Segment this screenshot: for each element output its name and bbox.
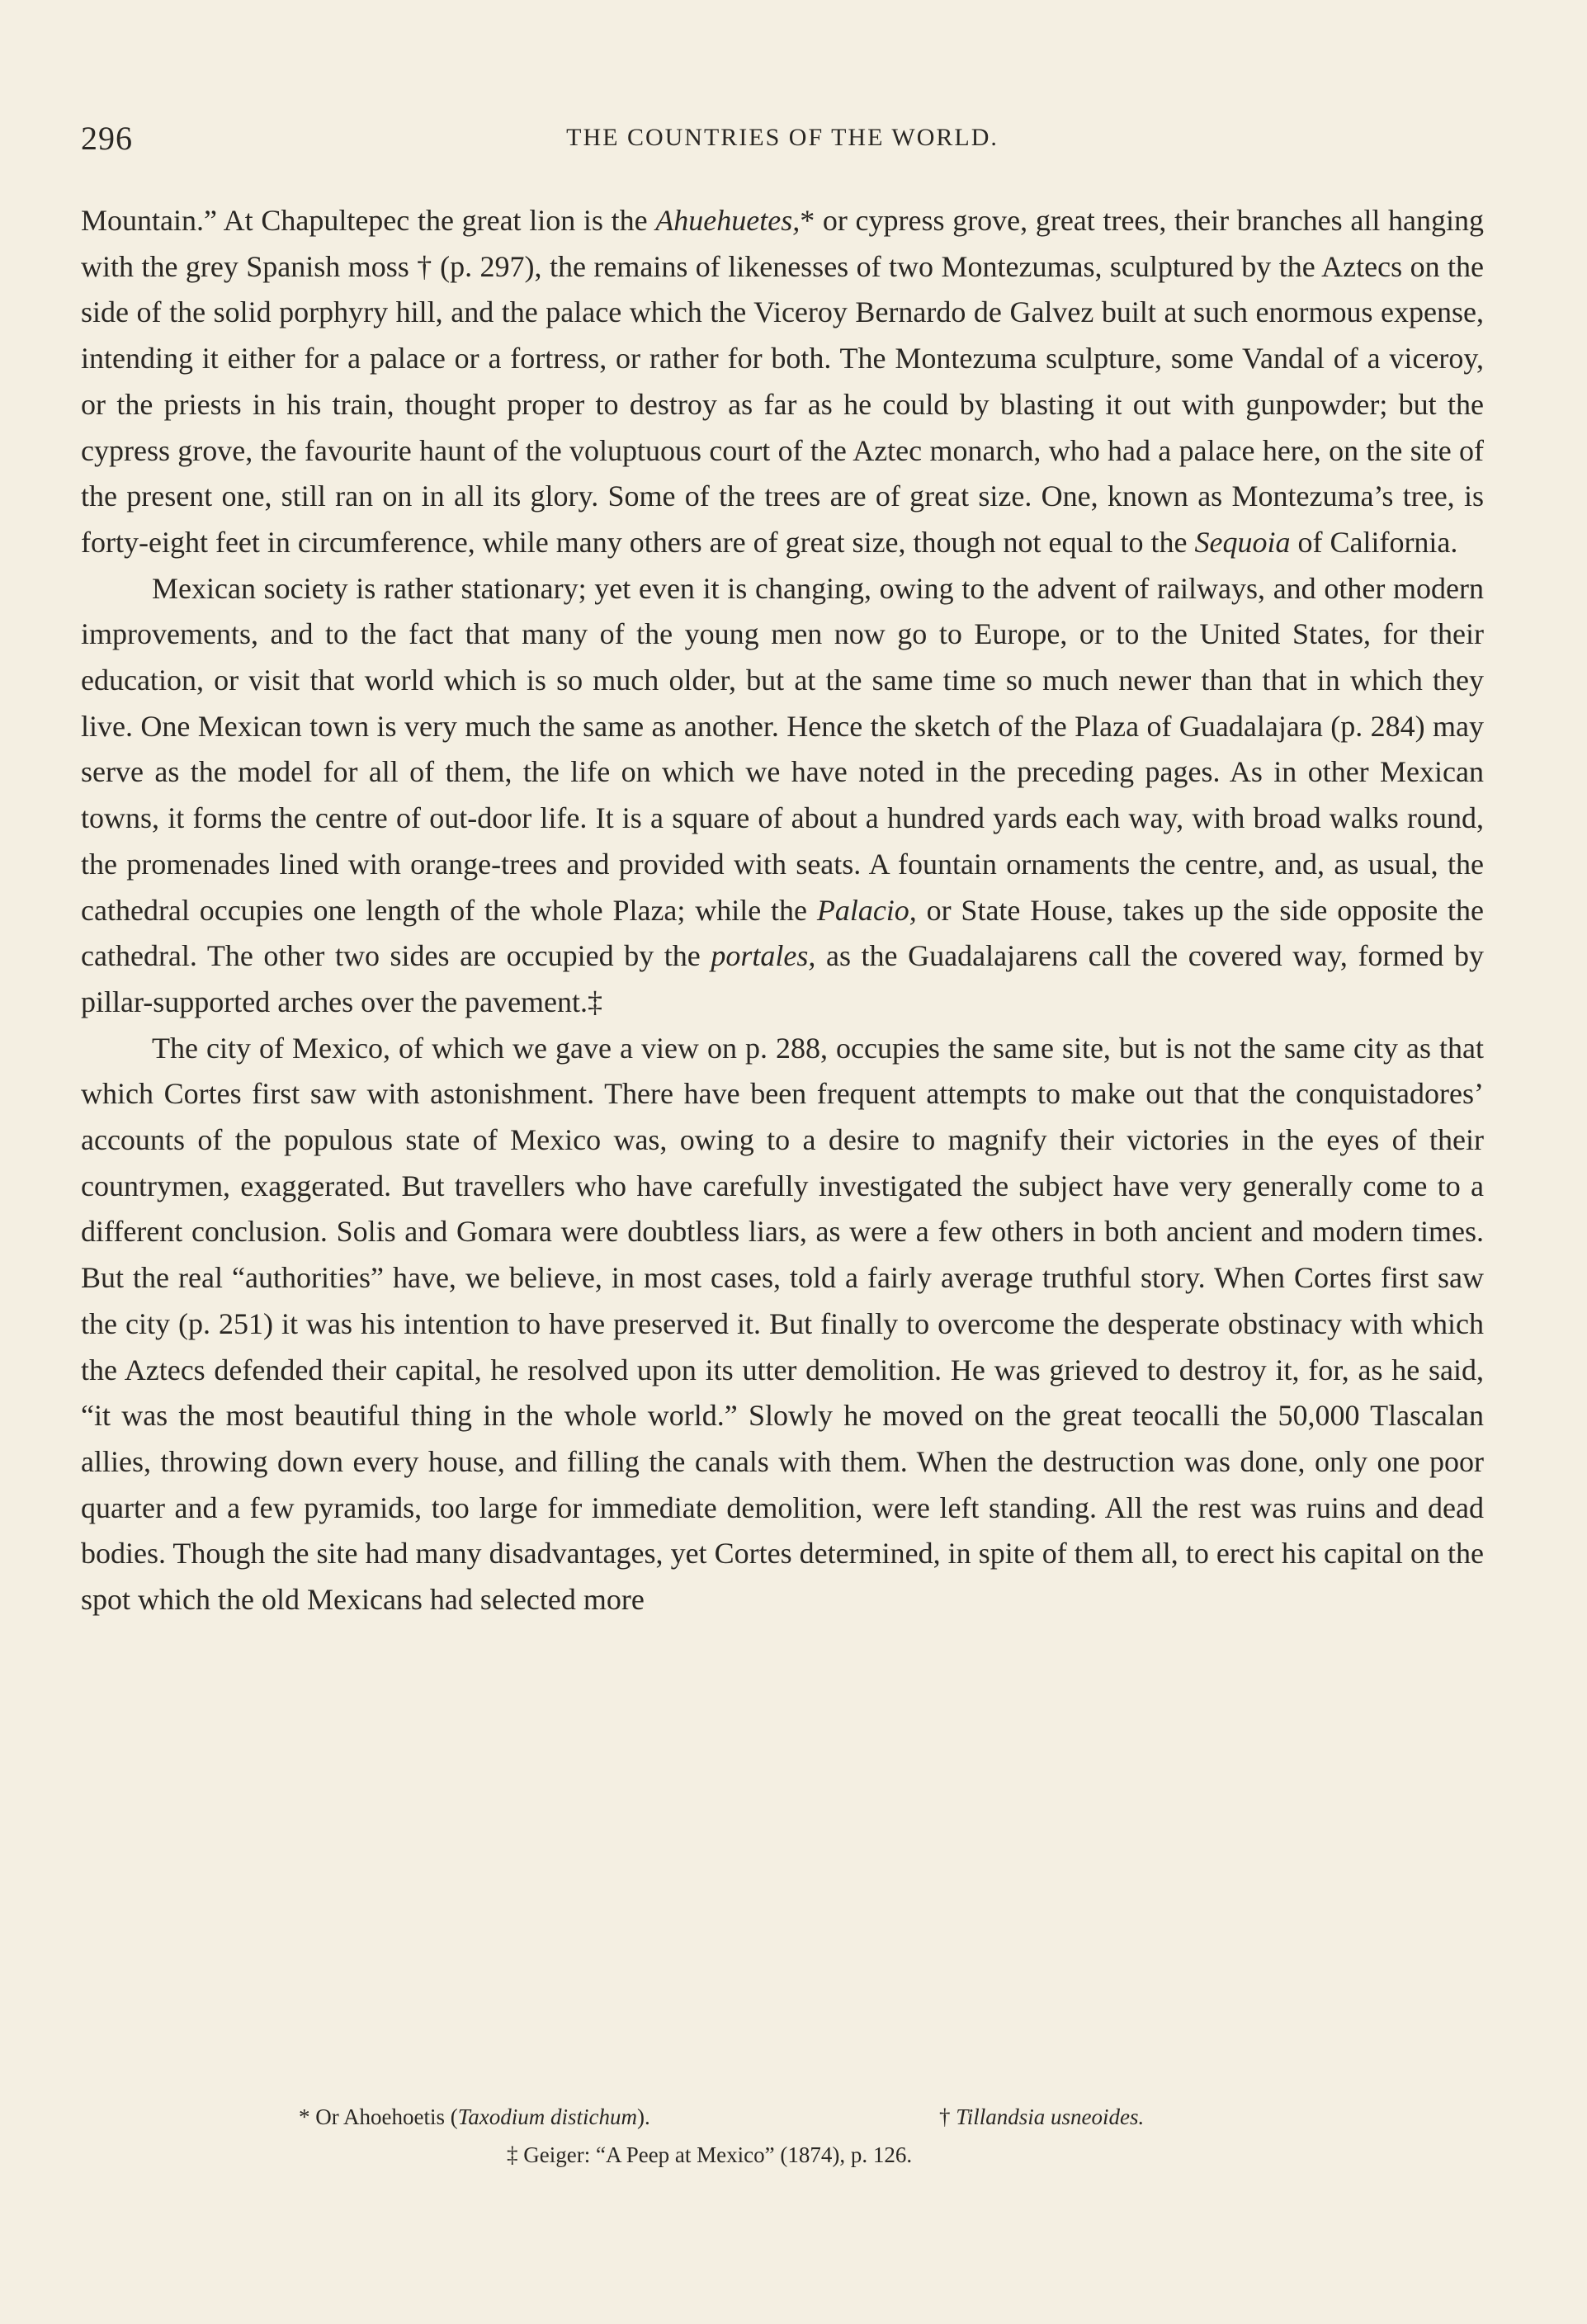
paragraph-2-italic-b: portales, bbox=[711, 939, 816, 973]
footnote-double-dagger: ‡ Geiger: “A Peep at Mexico” (1874), p. 126. bbox=[507, 2142, 913, 2167]
paragraph-1-text-b: * or cypress grove, great trees, their branches all hanging with the grey Spanish moss † (p. 297), the remains of likenesses of two Montezumas, sculptured by the Aztecs on the side of the solid porphyry hill, and the palace which the Viceroy Bernardo de Galvez built at such enormous expense, intending it either for a palace or a fortress, or rather for both. The Montezuma sculpture, some Vandal of a viceroy, or the priests in his train, thought proper to destroy as far as he could by blasting it out with gunpowder; but the cypress grove, the favourite haunt of the voluptuous court of the Aztec monarch, who had a palace here, on the site of the present one, still ran on in all its glory. Some of the trees are of great size. One, known as Montezuma’s tree, is forty-eight feet in circumference, while many others are of great size, though not equal to the bbox=[81, 204, 1484, 559]
paragraph-1-italic-a: Ahuehuetes, bbox=[655, 204, 801, 237]
footnote-star-italic: Taxodium distichum bbox=[457, 2104, 637, 2129]
footnote-star bbox=[299, 2098, 650, 2136]
page-number: 296 bbox=[81, 120, 133, 157]
paragraph-2-text-a: Mexican society is rather stationary; yet even it is changing, owing to the advent of railways, and other modern improvements, and to the fact that many of the young men now go to Europe, or to the United States, for their education, or visit that world which is so much older, but at the same time so much newer than that in which they live. One Mexican town is very much the same as another. Hence the sketch of the Plaza of Guadalajara (p. 284) may serve as the model for all of them, the life on which we have noted in the preceding pages. As in other Mexican towns, it forms the centre of out-door life. It is a square of about a hundred yards each way, with broad walks round, the promenades lined with orange-trees and provided with seats. A fountain ornaments the centre, and, as usual, the cathedral occupies one length of the whole Plaza; while the bbox=[81, 571, 1484, 927]
paragraph-2-text-c: as the Guadalajarens call the covered way, formed by pillar-supported arches over the pavement.‡ bbox=[81, 939, 1484, 1018]
paragraph-1-text-c: of California. bbox=[1290, 525, 1458, 559]
footnote-star-suffix: ). bbox=[636, 2104, 650, 2129]
paragraph-3 bbox=[81, 1026, 1484, 1623]
running-head: THE COUNTRIES OF THE WORLD. bbox=[566, 124, 999, 151]
footnote-dagger-italic: Tillandsia usneoides. bbox=[956, 2104, 1145, 2129]
paragraph-2 bbox=[81, 566, 1484, 1026]
footnotes bbox=[81, 2098, 1484, 2174]
footnote-dagger-prefix: † bbox=[939, 2104, 956, 2129]
paragraph-1-italic-b: Sequoia bbox=[1194, 525, 1291, 559]
body-text bbox=[81, 198, 1484, 1623]
paragraph-1-text-a: Mountain.” At Chapultepec the great lion is the bbox=[81, 204, 656, 237]
book-page bbox=[81, 0, 1484, 2324]
footnote-row-2 bbox=[81, 2136, 1484, 2174]
footnote-row-1 bbox=[81, 2098, 1484, 2136]
footnote-star-prefix: * Or Ahoehoetis ( bbox=[299, 2104, 458, 2129]
paragraph-1 bbox=[81, 198, 1484, 566]
paragraph-2-italic-a: Palacio, bbox=[816, 893, 917, 927]
paragraph-2-text-b: or State House, takes up the side opposite the cathedral. The other two sides are occupied by the bbox=[81, 893, 1485, 973]
footnote-dagger bbox=[939, 2098, 1144, 2136]
paragraph-3-text: The city of Mexico, of which we gave a view on p. 288, occupies the same site, but is not the same city as that which Cortes first saw with astonishment. There have been frequent attempts to make out that the conquistadores’ accounts of the populous state of Mexico was, owing to a desire to magnify their victories in the eyes of their countrymen, exaggerated. But travellers who have carefully investigated the subject have very generally come to a different conclusion. Solis and Gomara were doubtless liars, as were a few others in both ancient and modern times. But the real “authorities” have, we believe, in most cases, told a fairly average truthful story. When Cortes first saw the city (p. 251) it was his intention to have preserved it. But finally to overcome the desperate obstinacy with which the Aztecs defended their capital, he resolved upon its utter demolition. He was grieved to destroy it, for, as he said, “it was the most beautiful thing in the whole world.” Slowly he moved on the great teocalli the 50,000 Tlascalan allies, throwing down every house, and filling the canals with them. When the destruction was done, only one poor quarter and a few pyramids, too large for immediate demolition, were left standing. All the rest was ruins and dead bodies. Though the site had many disadvantages, yet Cortes determined, in spite of them all, to erect his capital on the spot which the old Mexicans had selected more bbox=[81, 1031, 1484, 1617]
page-header bbox=[81, 119, 1484, 160]
